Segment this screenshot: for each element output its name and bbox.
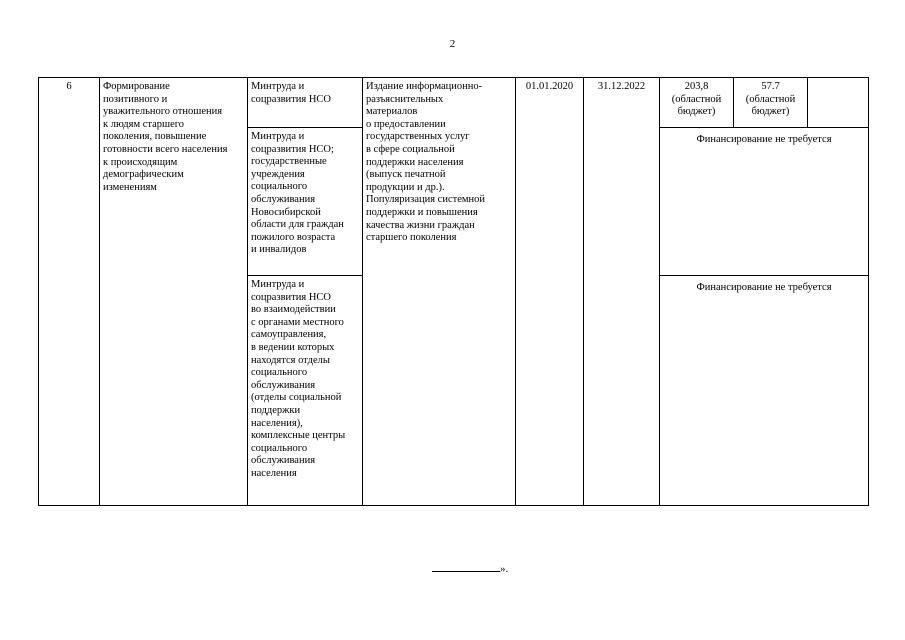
funding-cell-2: 57.7 (областной бюджет) <box>734 78 808 128</box>
no-funding-note-1: Финансирование не требуется <box>660 128 869 276</box>
program-table <box>38 77 869 506</box>
signature-underline <box>432 562 500 572</box>
table-row <box>39 78 869 128</box>
funding-cell-1: 203,8 (областной бюджет) <box>660 78 734 128</box>
no-funding-note-2: Финансирование не требуется <box>660 276 869 506</box>
end-date-cell: 31.12.2022 <box>584 78 660 506</box>
measure-cell: Издание информационно- разъяснительных материалов о предоставлении государственных услуг в сфере социальной поддержки населения (выпуск печатной продукции и др.). Популяризация системной поддержки и повышения качества жизни граждан старшего поколения <box>363 78 516 506</box>
closing-mark <box>432 562 508 575</box>
executor-cell-1: Минтруда и соцразвития НСО <box>248 78 363 128</box>
closing-quote: ». <box>500 563 509 575</box>
row-number: 6 <box>39 78 100 506</box>
executor-cell-3: Минтруда и соцразвития НСО во взаимодействии с органами местного самоуправления, в ведении которых находятся отделы социального обслуживания (отделы социальной поддержки населения), комплексные центры социального обслуживания населения <box>248 276 363 506</box>
funding-cell-3 <box>808 78 869 128</box>
start-date-cell: 01.01.2020 <box>516 78 584 506</box>
task-cell: Формирование позитивного и уважительного отношения к людям старшего поколения, повышение готовности всего населения к происходящим демографическим изменениям <box>100 78 248 506</box>
page-number: 2 <box>449 38 456 50</box>
executor-cell-2: Минтруда и соцразвития НСО; государственные учреждения социального обслуживания Новосибирской области для граждан пожилого возраста и инвалидов <box>248 128 363 276</box>
